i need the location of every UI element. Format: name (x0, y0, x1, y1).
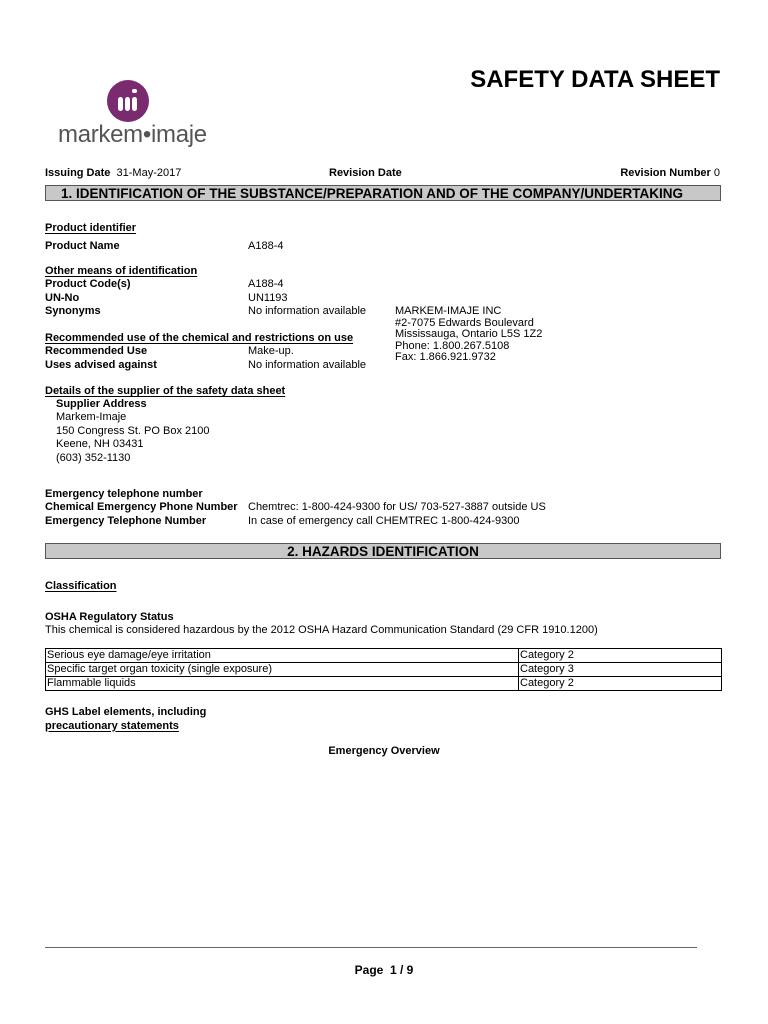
product-codes-value: A188-4 (248, 278, 284, 290)
revision-number: Revision Number 0 (620, 167, 720, 179)
hazard-classification-table (45, 648, 722, 691)
uses-advised-label: Uses advised against (45, 359, 157, 371)
footer-divider (45, 947, 697, 948)
product-name-value: A188-4 (248, 240, 284, 252)
emergency-tel-label: Emergency Telephone Number (45, 515, 207, 527)
page-number: Page 1 / 9 (354, 963, 414, 977)
chem-emergency-label: Chemical Emergency Phone Number (45, 501, 238, 513)
table-row (46, 663, 722, 677)
hazard-cell: Specific target organ toxicity (single exposure) (46, 663, 519, 677)
osha-text: This chemical is considered hazardous by the 2012 OSHA Hazard Communication Standard (29 CFR 1910.1200) (45, 624, 598, 636)
osha-heading: OSHA Regulatory Status (45, 611, 174, 623)
un-no-value: UN1193 (248, 292, 288, 304)
classification-heading: Classification (45, 580, 117, 592)
recommended-use-value: Make-up. (248, 345, 294, 357)
table-row (46, 677, 722, 691)
supplier-address-label: Supplier Address (56, 398, 147, 410)
category-cell: Category 2 (519, 677, 722, 691)
emergency-phone-heading: Emergency telephone number (45, 488, 203, 500)
emergency-tel-value: In case of emergency call CHEMTREC 1-800-424-9300 (248, 515, 520, 527)
revision-date-label: Revision Date (329, 167, 402, 179)
hazard-cell: Serious eye damage/eye irritation (46, 649, 519, 663)
company-logo-icon (107, 80, 149, 122)
table-row (46, 649, 722, 663)
product-identifier-heading: Product identifier (45, 222, 137, 234)
synonyms-value: No information available (248, 305, 367, 317)
issuing-date: Issuing Date 31-May-2017 (45, 167, 182, 179)
section-1-header: 1. IDENTIFICATION OF THE SUBSTANCE/PREPARATION AND OF THE COMPANY/UNDERTAKING (45, 185, 721, 201)
un-no-label: UN-No (45, 292, 80, 304)
uses-advised-value: No information available (248, 359, 367, 371)
document-title: SAFETY DATA SHEET (470, 66, 720, 93)
product-codes-label: Product Code(s) (45, 278, 131, 290)
recommended-use-label: Recommended Use (45, 345, 148, 357)
logo-wordmark: markem•imaje (58, 121, 207, 148)
ghs-label-heading: GHS Label elements, including precautionary statements (45, 706, 207, 732)
emergency-overview-heading: Emergency Overview (328, 745, 440, 757)
recommended-use-heading: Recommended use of the chemical and restrictions on use (45, 332, 354, 344)
hazard-cell: Flammable liquids (46, 677, 519, 691)
other-means-heading: Other means of identification (45, 265, 198, 277)
product-name-label: Product Name (45, 240, 120, 252)
synonyms-label: Synonyms (45, 305, 101, 317)
category-cell: Category 2 (519, 649, 722, 663)
chem-emergency-value: Chemtrec: 1-800-424-9300 for US/ 703-527-3887 outside US (248, 501, 546, 513)
company-address-block: MARKEM-IMAJE INC #2-7075 Edwards Boulevard Mississauga, Ontario L5S 1Z2 Phone: 1.800.267.5108 Fax: 1.866.921.9732 (395, 305, 543, 363)
category-cell: Category 3 (519, 663, 722, 677)
supplier-address-block: Markem-Imaje 150 Congress St. PO Box 2100 Keene, NH 03431 (603) 352-1130 (56, 411, 210, 464)
section-2-header: 2. HAZARDS IDENTIFICATION (45, 543, 721, 559)
supplier-details-heading: Details of the supplier of the safety data sheet (45, 385, 286, 397)
